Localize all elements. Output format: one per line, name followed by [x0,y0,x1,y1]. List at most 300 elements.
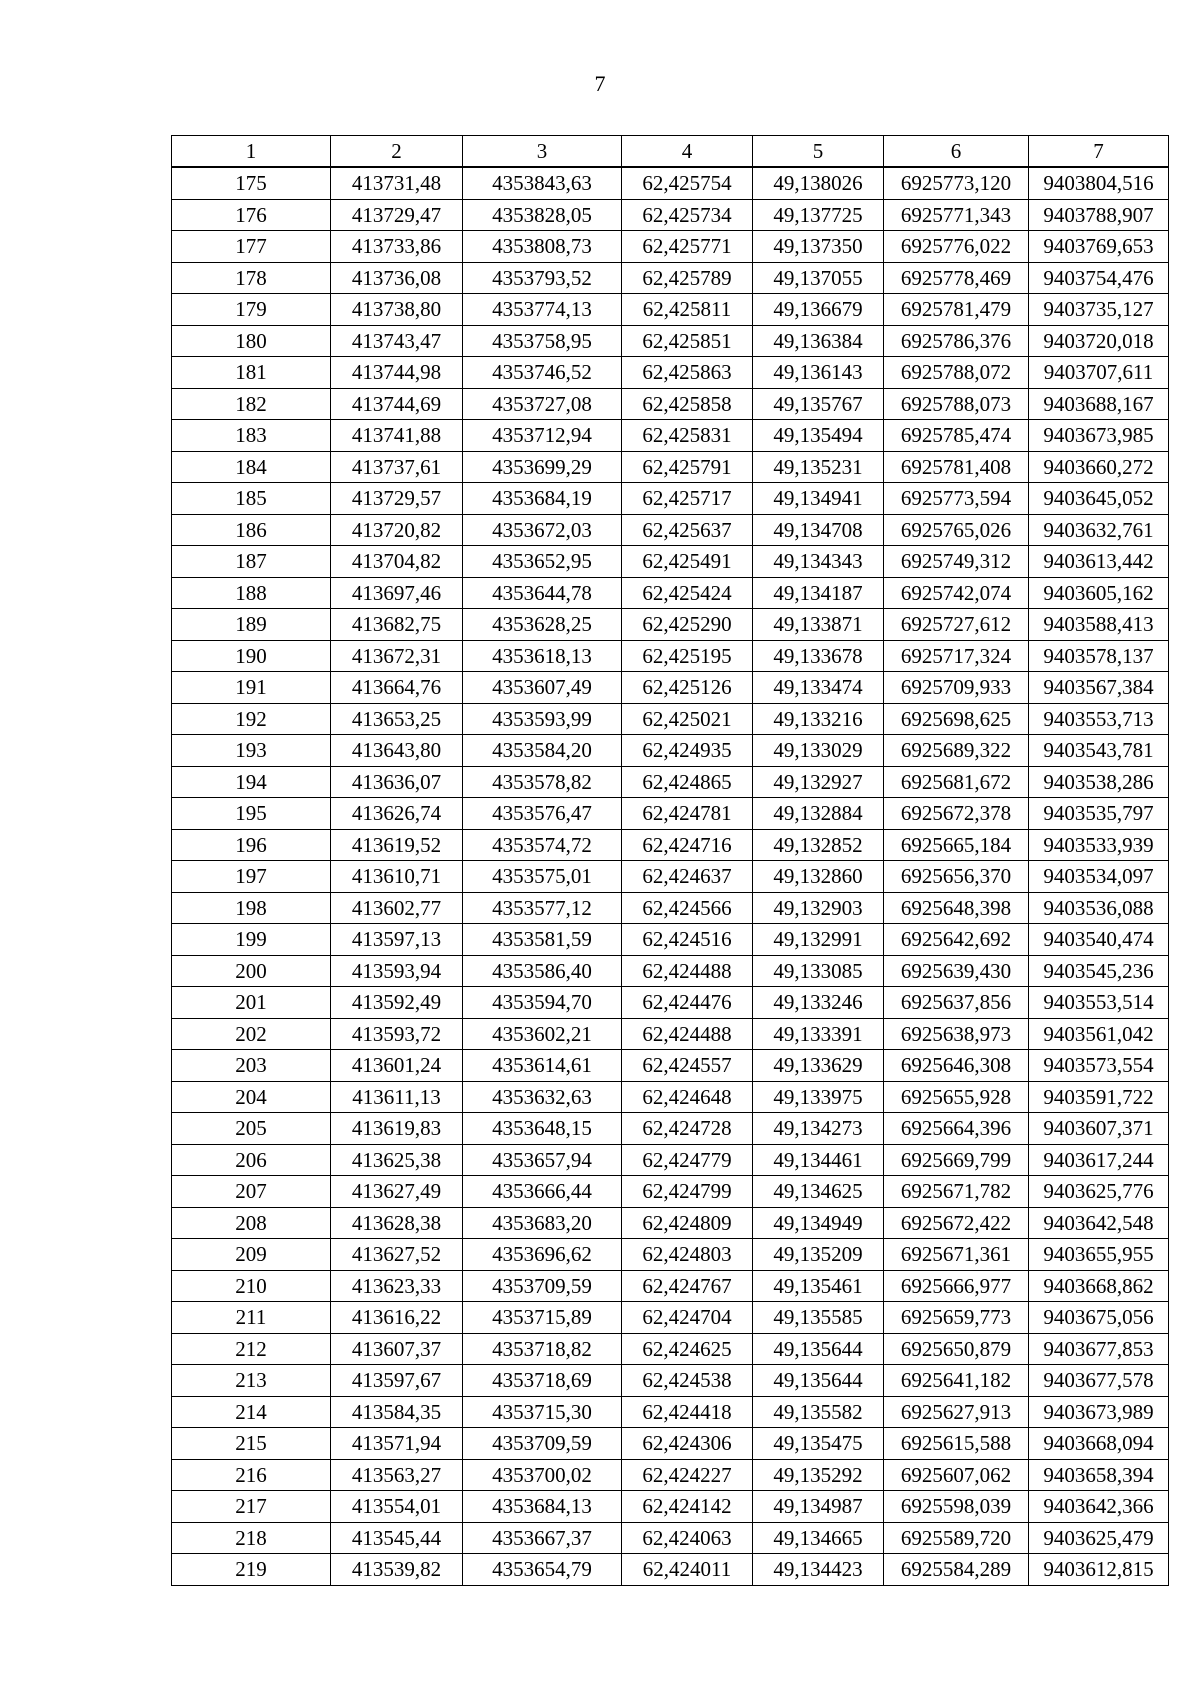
table-cell-col-5: 49,134625 [753,1176,884,1208]
table-cell-col-6: 6925781,408 [884,451,1029,483]
table-body [172,167,1169,1585]
table-cell-col-5: 49,135461 [753,1270,884,1302]
table-cell-col-4: 62,425491 [622,546,753,578]
table-cell-col-4: 62,424011 [622,1554,753,1586]
table-cell-col-2: 413601,24 [331,1050,463,1082]
table-cell-col-6: 6925771,343 [884,199,1029,231]
table-cell-col-5: 49,133678 [753,640,884,672]
table-row [172,451,1169,483]
table-cell-col-6: 6925639,430 [884,955,1029,987]
coordinates-table [171,135,1169,1586]
page-number: 7 [594,71,606,96]
table-row [172,703,1169,735]
table-cell-col-5: 49,135475 [753,1428,884,1460]
table-cell-col-2: 413584,35 [331,1396,463,1428]
table-cell-col-7: 9403677,853 [1029,1333,1169,1365]
table-cell-col-6: 6925765,026 [884,514,1029,546]
table-cell-col-4: 62,425637 [622,514,753,546]
table-cell-col-6: 6925589,720 [884,1522,1029,1554]
table-cell-col-2: 413628,38 [331,1207,463,1239]
column-header-6: 6 [884,136,1029,168]
column-header-4: 4 [622,136,753,168]
table-row [172,1113,1169,1145]
table-cell-col-7: 9403769,653 [1029,231,1169,263]
table-cell-col-7: 9403625,479 [1029,1522,1169,1554]
table-cell-col-6: 6925642,692 [884,924,1029,956]
table-cell-col-2: 413597,67 [331,1365,463,1397]
table-cell-col-2: 413610,71 [331,861,463,893]
table-cell-col-2: 413729,57 [331,483,463,515]
table-cell-col-3: 4353709,59 [463,1270,622,1302]
table-cell-col-5: 49,134665 [753,1522,884,1554]
table-cell-col-4: 62,425791 [622,451,753,483]
table-cell-col-7: 9403804,516 [1029,167,1169,199]
table-cell-col-1: 217 [172,1491,331,1523]
table-cell-col-1: 198 [172,892,331,924]
table-cell-col-2: 413619,52 [331,829,463,861]
table-cell-col-6: 6925659,773 [884,1302,1029,1334]
table-cell-col-1: 214 [172,1396,331,1428]
table-cell-col-6: 6925785,474 [884,420,1029,452]
table-cell-col-3: 4353632,63 [463,1081,622,1113]
table-cell-col-4: 62,424625 [622,1333,753,1365]
table-cell-col-5: 49,134273 [753,1113,884,1145]
table-cell-col-6: 6925615,588 [884,1428,1029,1460]
table-cell-col-7: 9403668,862 [1029,1270,1169,1302]
table-cell-col-1: 196 [172,829,331,861]
table-cell-col-1: 188 [172,577,331,609]
table-cell-col-2: 413593,72 [331,1018,463,1050]
table-cell-col-1: 197 [172,861,331,893]
table-cell-col-7: 9403567,384 [1029,672,1169,704]
table-cell-col-3: 4353575,01 [463,861,622,893]
column-header-2: 2 [331,136,463,168]
table-cell-col-4: 62,424803 [622,1239,753,1271]
table-cell-col-2: 413602,77 [331,892,463,924]
table-row [172,1333,1169,1365]
table-cell-col-5: 49,135292 [753,1459,884,1491]
table-cell-col-3: 4353586,40 [463,955,622,987]
table-cell-col-4: 62,425863 [622,357,753,389]
table-cell-col-1: 207 [172,1176,331,1208]
table-cell-col-2: 413738,80 [331,294,463,326]
table-cell-col-6: 6925598,039 [884,1491,1029,1523]
table-cell-col-1: 203 [172,1050,331,1082]
table-cell-col-5: 49,135582 [753,1396,884,1428]
table-cell-col-2: 413627,49 [331,1176,463,1208]
table-cell-col-4: 62,424637 [622,861,753,893]
table-cell-col-4: 62,425754 [622,167,753,199]
table-cell-col-5: 49,132852 [753,829,884,861]
table-cell-col-5: 49,135585 [753,1302,884,1334]
table-cell-col-1: 219 [172,1554,331,1586]
table-cell-col-7: 9403660,272 [1029,451,1169,483]
table-cell-col-4: 62,425021 [622,703,753,735]
table-cell-col-3: 4353657,94 [463,1144,622,1176]
table-cell-col-3: 4353700,02 [463,1459,622,1491]
table-cell-col-2: 413653,25 [331,703,463,735]
table-cell-col-4: 62,424227 [622,1459,753,1491]
table-cell-col-1: 212 [172,1333,331,1365]
table-row [172,892,1169,924]
table-cell-col-7: 9403754,476 [1029,262,1169,294]
table-cell-col-3: 4353666,44 [463,1176,622,1208]
table-cell-col-1: 186 [172,514,331,546]
table-cell-col-2: 413563,27 [331,1459,463,1491]
table-cell-col-5: 49,135644 [753,1365,884,1397]
table-cell-col-4: 62,424935 [622,735,753,767]
table-cell-col-4: 62,425858 [622,388,753,420]
table-cell-col-7: 9403735,127 [1029,294,1169,326]
table-header [172,136,1169,168]
table-cell-col-7: 9403658,394 [1029,1459,1169,1491]
table-cell-col-7: 9403561,042 [1029,1018,1169,1050]
table-cell-col-3: 4353699,29 [463,451,622,483]
table-cell-col-4: 62,424704 [622,1302,753,1334]
table-cell-col-1: 210 [172,1270,331,1302]
table-cell-col-5: 49,133975 [753,1081,884,1113]
table-row [172,640,1169,672]
table-cell-col-2: 413623,33 [331,1270,463,1302]
table-row [172,577,1169,609]
table-cell-col-5: 49,134708 [753,514,884,546]
table-cell-col-6: 6925671,361 [884,1239,1029,1271]
table-row [172,294,1169,326]
table-cell-col-1: 187 [172,546,331,578]
table-cell-col-2: 413664,76 [331,672,463,704]
table-cell-col-1: 176 [172,199,331,231]
table-cell-col-1: 211 [172,1302,331,1334]
table-row [172,955,1169,987]
table-cell-col-7: 9403613,442 [1029,546,1169,578]
table-cell-col-2: 413704,82 [331,546,463,578]
table-cell-col-3: 4353648,15 [463,1113,622,1145]
table-cell-col-4: 62,424557 [622,1050,753,1082]
table-row [172,861,1169,893]
table-cell-col-4: 62,424306 [622,1428,753,1460]
table-cell-col-6: 6925637,856 [884,987,1029,1019]
table-cell-col-5: 49,135767 [753,388,884,420]
table-cell-col-4: 62,424566 [622,892,753,924]
table-cell-col-4: 62,424865 [622,766,753,798]
table-cell-col-6: 6925689,322 [884,735,1029,767]
table-cell-col-3: 4353576,47 [463,798,622,830]
table-cell-col-5: 49,134941 [753,483,884,515]
table-cell-col-4: 62,425126 [622,672,753,704]
table-row [172,1554,1169,1586]
table-cell-col-3: 4353574,72 [463,829,622,861]
table-cell-col-7: 9403677,578 [1029,1365,1169,1397]
column-header-7: 7 [1029,136,1169,168]
column-header-3: 3 [463,136,622,168]
table-cell-col-7: 9403645,052 [1029,483,1169,515]
table-row [172,167,1169,199]
table-cell-col-7: 9403605,162 [1029,577,1169,609]
table-cell-col-3: 4353614,61 [463,1050,622,1082]
table-cell-col-1: 182 [172,388,331,420]
table-cell-col-5: 49,135644 [753,1333,884,1365]
table-cell-col-1: 194 [172,766,331,798]
table-row [172,1081,1169,1113]
table-cell-col-6: 6925664,396 [884,1113,1029,1145]
table-cell-col-3: 4353652,95 [463,546,622,578]
table-cell-col-2: 413737,61 [331,451,463,483]
table-cell-col-4: 62,425734 [622,199,753,231]
table-row [172,1491,1169,1523]
table-cell-col-5: 49,133391 [753,1018,884,1050]
table-cell-col-5: 49,133085 [753,955,884,987]
table-cell-col-3: 4353628,25 [463,609,622,641]
table-cell-col-7: 9403720,018 [1029,325,1169,357]
table-cell-col-4: 62,424728 [622,1113,753,1145]
table-cell-col-1: 192 [172,703,331,735]
table-cell-col-7: 9403540,474 [1029,924,1169,956]
table-cell-col-4: 62,424063 [622,1522,753,1554]
table-cell-col-5: 49,133246 [753,987,884,1019]
table-cell-col-7: 9403642,548 [1029,1207,1169,1239]
table-cell-col-7: 9403675,056 [1029,1302,1169,1334]
table-cell-col-2: 413625,38 [331,1144,463,1176]
table-cell-col-1: 191 [172,672,331,704]
table-cell-col-5: 49,136679 [753,294,884,326]
table-cell-col-3: 4353715,30 [463,1396,622,1428]
table-cell-col-6: 6925773,594 [884,483,1029,515]
table-cell-col-5: 49,137725 [753,199,884,231]
table-cell-col-3: 4353578,82 [463,766,622,798]
table-cell-col-6: 6925788,073 [884,388,1029,420]
table-row [172,1176,1169,1208]
table-cell-col-5: 49,132903 [753,892,884,924]
table-cell-col-3: 4353602,21 [463,1018,622,1050]
table-cell-col-5: 49,134949 [753,1207,884,1239]
table-cell-col-3: 4353793,52 [463,262,622,294]
table-row [172,483,1169,515]
table-row [172,1239,1169,1271]
table-cell-col-7: 9403632,761 [1029,514,1169,546]
table-cell-col-3: 4353667,37 [463,1522,622,1554]
table-cell-col-1: 208 [172,1207,331,1239]
table-cell-col-5: 49,135494 [753,420,884,452]
table-cell-col-2: 413643,80 [331,735,463,767]
table-row [172,1365,1169,1397]
table-cell-col-2: 413611,13 [331,1081,463,1113]
table-cell-col-5: 49,133216 [753,703,884,735]
table-cell-col-6: 6925781,479 [884,294,1029,326]
table-cell-col-4: 62,424781 [622,798,753,830]
table-cell-col-1: 200 [172,955,331,987]
table-cell-col-1: 201 [172,987,331,1019]
table-cell-col-3: 4353684,19 [463,483,622,515]
table-cell-col-5: 49,132927 [753,766,884,798]
table-cell-col-1: 183 [172,420,331,452]
table-cell-col-4: 62,424418 [622,1396,753,1428]
table-cell-col-6: 6925669,799 [884,1144,1029,1176]
table-cell-col-2: 413597,13 [331,924,463,956]
table-cell-col-5: 49,133871 [753,609,884,641]
table-cell-col-6: 6925665,184 [884,829,1029,861]
table-cell-col-3: 4353808,73 [463,231,622,263]
table-cell-col-7: 9403534,097 [1029,861,1169,893]
table-cell-col-6: 6925786,376 [884,325,1029,357]
table-cell-col-2: 413720,82 [331,514,463,546]
table-cell-col-4: 62,425290 [622,609,753,641]
table-cell-col-6: 6925709,933 [884,672,1029,704]
table-cell-col-2: 413571,94 [331,1428,463,1460]
table-cell-col-3: 4353672,03 [463,514,622,546]
table-cell-col-2: 413733,86 [331,231,463,263]
table-cell-col-1: 204 [172,1081,331,1113]
table-cell-col-2: 413682,75 [331,609,463,641]
table-cell-col-5: 49,137055 [753,262,884,294]
table-cell-col-6: 6925584,289 [884,1554,1029,1586]
table-cell-col-5: 49,132884 [753,798,884,830]
table-row [172,357,1169,389]
table-cell-col-4: 62,425771 [622,231,753,263]
table-cell-col-7: 9403545,236 [1029,955,1169,987]
table-row [172,514,1169,546]
table-cell-col-1: 216 [172,1459,331,1491]
table-cell-col-3: 4353758,95 [463,325,622,357]
header-row [172,136,1169,168]
table-cell-col-7: 9403538,286 [1029,766,1169,798]
table-cell-col-6: 6925666,977 [884,1270,1029,1302]
table-cell-col-4: 62,425789 [622,262,753,294]
table-cell-col-1: 215 [172,1428,331,1460]
column-header-5: 5 [753,136,884,168]
table-cell-col-2: 413744,98 [331,357,463,389]
table-cell-col-6: 6925655,928 [884,1081,1029,1113]
table-cell-col-1: 178 [172,262,331,294]
table-cell-col-2: 413743,47 [331,325,463,357]
table-cell-col-2: 413539,82 [331,1554,463,1586]
table-cell-col-7: 9403535,797 [1029,798,1169,830]
table-cell-col-3: 4353774,13 [463,294,622,326]
table-cell-col-1: 209 [172,1239,331,1271]
table-cell-col-5: 49,134343 [753,546,884,578]
table-row [172,1270,1169,1302]
table-cell-col-2: 413731,48 [331,167,463,199]
table-cell-col-3: 4353644,78 [463,577,622,609]
table-cell-col-6: 6925698,625 [884,703,1029,735]
table-cell-col-2: 413607,37 [331,1333,463,1365]
table-cell-col-3: 4353696,62 [463,1239,622,1271]
table-row [172,609,1169,641]
table-cell-col-7: 9403536,088 [1029,892,1169,924]
table-cell-col-7: 9403573,554 [1029,1050,1169,1082]
table-cell-col-2: 413545,44 [331,1522,463,1554]
table-cell-col-1: 205 [172,1113,331,1145]
table-cell-col-1: 195 [172,798,331,830]
table-cell-col-1: 179 [172,294,331,326]
table-cell-col-7: 9403788,907 [1029,199,1169,231]
table-cell-col-7: 9403668,094 [1029,1428,1169,1460]
table-cell-col-4: 62,425811 [622,294,753,326]
table-cell-col-4: 62,424799 [622,1176,753,1208]
table-cell-col-5: 49,134423 [753,1554,884,1586]
table-cell-col-4: 62,424142 [622,1491,753,1523]
table-cell-col-7: 9403707,611 [1029,357,1169,389]
table-cell-col-7: 9403607,371 [1029,1113,1169,1145]
table-cell-col-5: 49,132860 [753,861,884,893]
table-row [172,325,1169,357]
table-cell-col-1: 193 [172,735,331,767]
table-cell-col-1: 189 [172,609,331,641]
table-row [172,1144,1169,1176]
table-row [172,987,1169,1019]
table-cell-col-5: 49,134987 [753,1491,884,1523]
table-cell-col-6: 6925778,469 [884,262,1029,294]
table-cell-col-7: 9403553,713 [1029,703,1169,735]
table-row [172,1207,1169,1239]
table-cell-col-4: 62,424476 [622,987,753,1019]
table-row [172,1428,1169,1460]
table-cell-col-6: 6925749,312 [884,546,1029,578]
table-cell-col-4: 62,425851 [622,325,753,357]
table-cell-col-3: 4353683,20 [463,1207,622,1239]
table-cell-col-7: 9403543,781 [1029,735,1169,767]
table-cell-col-3: 4353594,70 [463,987,622,1019]
table-cell-col-3: 4353581,59 [463,924,622,956]
table-cell-col-7: 9403588,413 [1029,609,1169,641]
table-cell-col-1: 177 [172,231,331,263]
table-cell-col-3: 4353712,94 [463,420,622,452]
table-row [172,1396,1169,1428]
table-cell-col-5: 49,137350 [753,231,884,263]
table-cell-col-1: 175 [172,167,331,199]
table-cell-col-2: 413626,74 [331,798,463,830]
table-cell-col-5: 49,133629 [753,1050,884,1082]
table-cell-col-7: 9403533,939 [1029,829,1169,861]
table-cell-col-7: 9403612,815 [1029,1554,1169,1586]
table-cell-col-1: 185 [172,483,331,515]
table-cell-col-4: 62,425717 [622,483,753,515]
table-cell-col-3: 4353584,20 [463,735,622,767]
table-row [172,735,1169,767]
table-cell-col-1: 199 [172,924,331,956]
table-cell-col-6: 6925656,370 [884,861,1029,893]
table-cell-col-4: 62,424516 [622,924,753,956]
table-cell-col-3: 4353718,69 [463,1365,622,1397]
table-cell-col-7: 9403655,955 [1029,1239,1169,1271]
table-cell-col-2: 413672,31 [331,640,463,672]
table-cell-col-4: 62,425424 [622,577,753,609]
table-cell-col-2: 413554,01 [331,1491,463,1523]
table-row [172,1018,1169,1050]
table-row [172,1050,1169,1082]
table-cell-col-6: 6925671,782 [884,1176,1029,1208]
table-cell-col-1: 184 [172,451,331,483]
table-cell-col-2: 413593,94 [331,955,463,987]
table-cell-col-5: 49,138026 [753,167,884,199]
table-cell-col-6: 6925717,324 [884,640,1029,672]
table-cell-col-4: 62,424538 [622,1365,753,1397]
table-cell-col-2: 413729,47 [331,199,463,231]
table-cell-col-1: 213 [172,1365,331,1397]
table-cell-col-5: 49,134461 [753,1144,884,1176]
table-cell-col-6: 6925646,308 [884,1050,1029,1082]
table-cell-col-2: 413619,83 [331,1113,463,1145]
table-cell-col-4: 62,424488 [622,955,753,987]
table-cell-col-5: 49,133029 [753,735,884,767]
table-cell-col-2: 413627,52 [331,1239,463,1271]
table-row [172,388,1169,420]
table-row [172,1522,1169,1554]
table-cell-col-6: 6925650,879 [884,1333,1029,1365]
table-cell-col-5: 49,136143 [753,357,884,389]
table-cell-col-3: 4353684,13 [463,1491,622,1523]
table-cell-col-6: 6925607,062 [884,1459,1029,1491]
table-cell-col-7: 9403673,985 [1029,420,1169,452]
